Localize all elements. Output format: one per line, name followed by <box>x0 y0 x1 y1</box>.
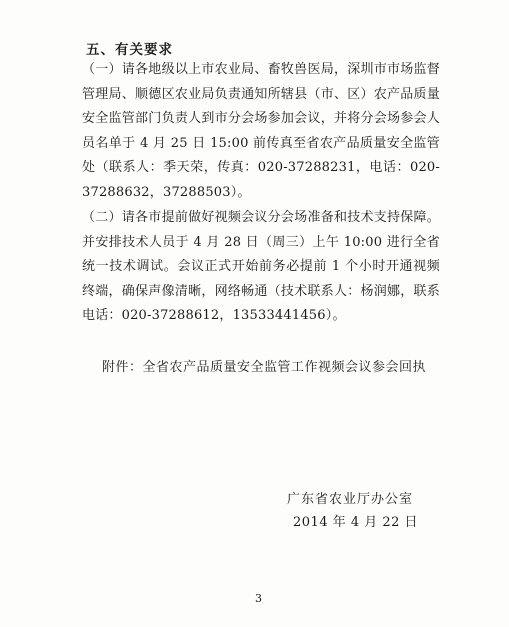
attachment-line: 附件：全省农产品质量安全监管工作视频会议参会回执 <box>102 360 427 375</box>
requirement-paragraph-1: （一）请各地级以上市农业局、畜牧兽医局，深圳市市场监督管理局、顺德区农业局负责通知所辖县（市、区）农产品质量安全监管部门负责人到市分会场参加会议，并将分会场参会人员名单于 4 月 25 日 15:00 前传真至省农产品质量安全监管处（联系人：季天荣，传真：020-37288231，电话：020-37288632，37288503）。 <box>82 62 440 200</box>
section-heading: 五、有关要求 <box>86 42 173 58</box>
signature-organization: 广东省农业厅办公室 <box>287 492 414 507</box>
signature-date: 2014 年 4 月 22 日 <box>293 515 419 530</box>
requirement-paragraph-2: （二）请各市提前做好视频会议分会场准备和技术支持保障。并安排技术人员于 4 月 28 日（周三）上午 10:00 进行全省统一技术调试。会议正式开始前务必提前 1 个小时开通视频终端，确保声像清晰，网络畅通（技术联系人：杨润娜，联系电话：020-37288612，13533441456）。 <box>82 210 440 323</box>
page-number: 3 <box>255 592 262 605</box>
